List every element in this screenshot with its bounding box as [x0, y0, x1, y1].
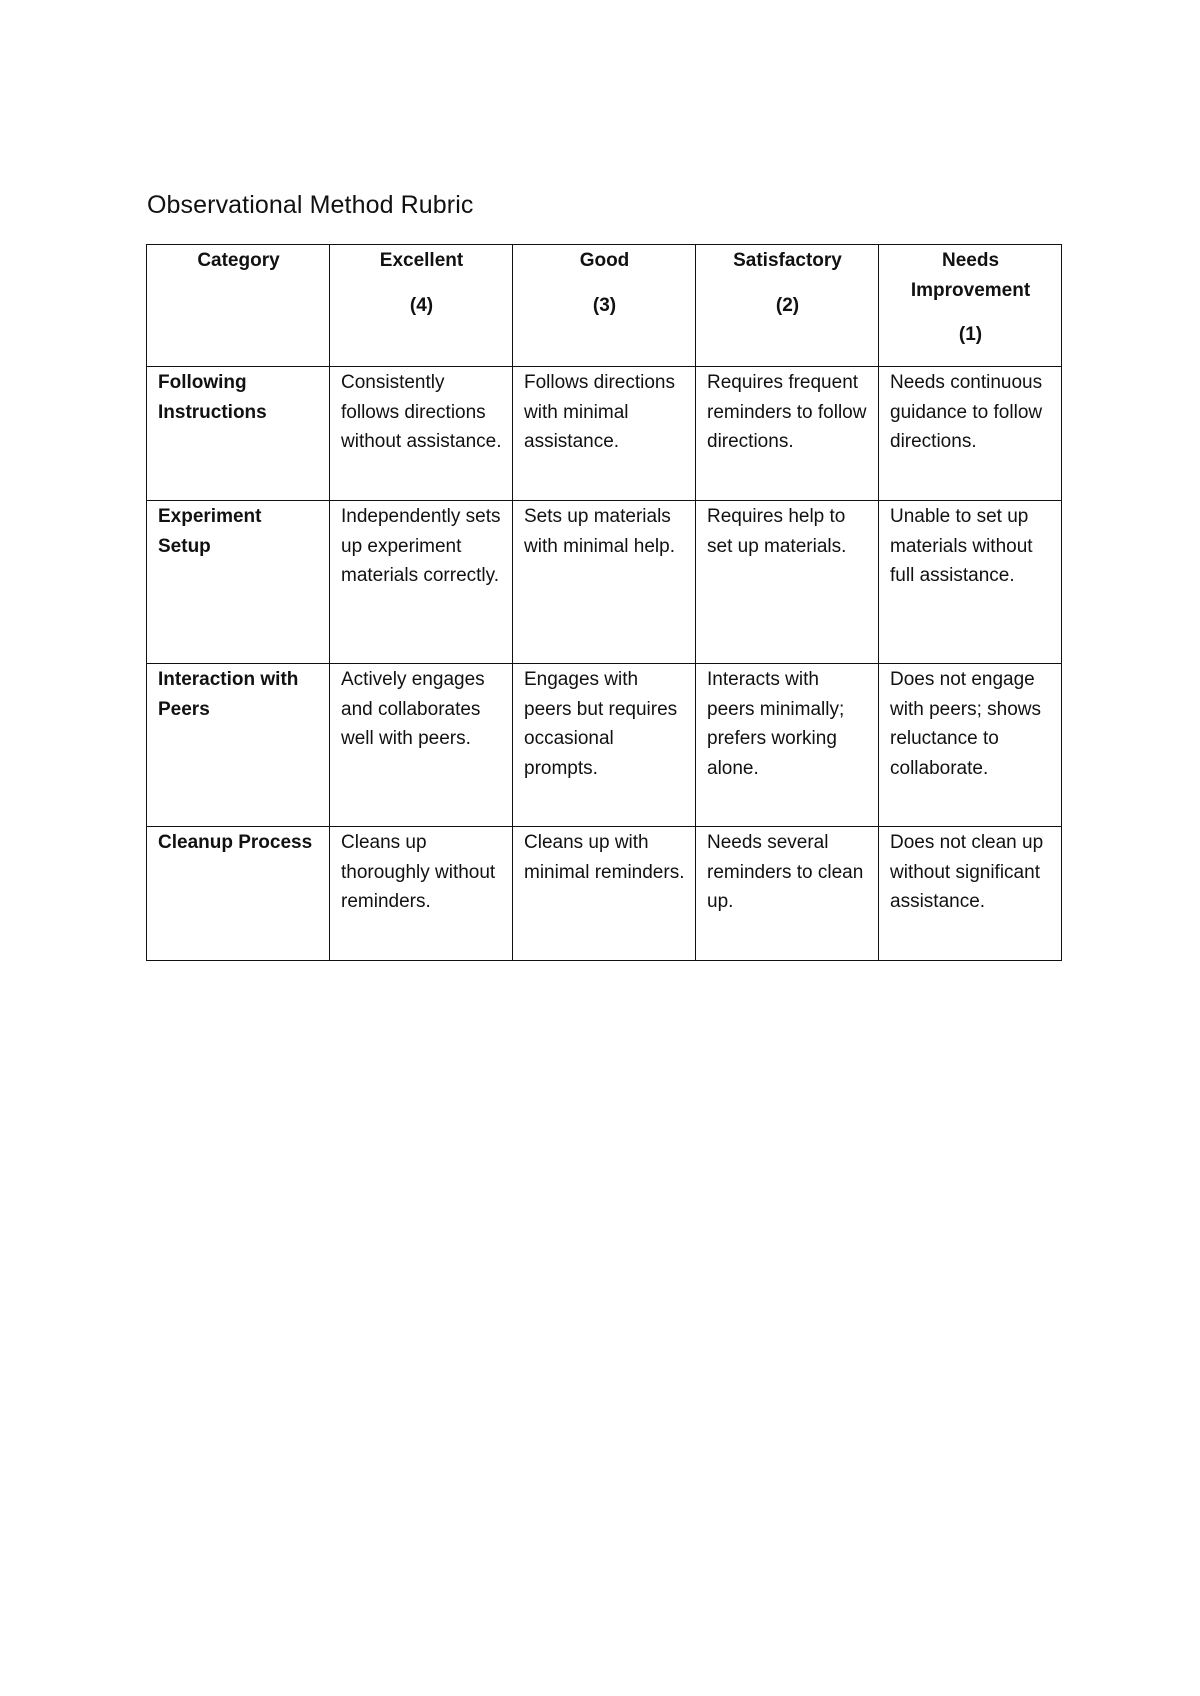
table-row — [147, 367, 1062, 501]
header-needs-improvement-score: (1) — [958, 324, 983, 345]
header-row — [147, 245, 1062, 367]
needs-improvement-cell: Needs continuous guidance to follow directions. — [879, 367, 1062, 501]
satisfactory-cell: Requires help to set up materials. — [696, 501, 879, 664]
satisfactory-cell: Needs several reminders to clean up. — [696, 827, 879, 961]
page-title: Observational Method Rubric — [147, 191, 474, 219]
header-category — [147, 245, 330, 367]
header-excellent-score: (4) — [409, 294, 434, 316]
header-good — [513, 245, 696, 367]
header-satisfactory-score: (2) — [775, 294, 800, 316]
header-needs-improvement-label: Needs Improvement — [910, 250, 1031, 301]
excellent-cell: Consistently follows directions without assistance. — [330, 367, 513, 501]
good-cell: Engages with peers but requires occasional prompts. — [513, 664, 696, 827]
excellent-cell: Cleans up thoroughly without reminders. — [330, 827, 513, 961]
needs-improvement-cell: Does not engage with peers; shows reluctance to collaborate. — [879, 664, 1062, 827]
good-cell: Cleans up with minimal reminders. — [513, 827, 696, 961]
header-excellent-label: Excellent — [379, 250, 464, 271]
rubric-table — [146, 244, 1062, 961]
excellent-cell: Actively engages and collaborates well with peers. — [330, 664, 513, 827]
satisfactory-cell: Interacts with peers minimally; prefers working alone. — [696, 664, 879, 827]
table-row — [147, 501, 1062, 664]
needs-improvement-cell: Does not clean up without significant assistance. — [879, 827, 1062, 961]
header-excellent — [330, 245, 513, 367]
header-needs-improvement — [879, 245, 1062, 367]
header-good-label: Good — [579, 250, 630, 271]
category-cell: Interaction with Peers — [147, 664, 330, 827]
needs-improvement-cell: Unable to set up materials without full assistance. — [879, 501, 1062, 664]
table-row — [147, 827, 1062, 961]
header-category-label: Category — [197, 250, 280, 271]
header-good-score: (3) — [592, 294, 617, 316]
table-row — [147, 664, 1062, 827]
satisfactory-cell: Requires frequent reminders to follow directions. — [696, 367, 879, 501]
excellent-cell: Independently sets up experiment materials correctly. — [330, 501, 513, 664]
good-cell: Sets up materials with minimal help. — [513, 501, 696, 664]
good-cell: Follows directions with minimal assistance. — [513, 367, 696, 501]
header-satisfactory — [696, 245, 879, 367]
category-cell: Cleanup Process — [147, 827, 330, 961]
header-satisfactory-label: Satisfactory — [733, 250, 842, 271]
category-cell: Experiment Setup — [147, 501, 330, 664]
category-cell: Following Instructions — [147, 367, 330, 501]
